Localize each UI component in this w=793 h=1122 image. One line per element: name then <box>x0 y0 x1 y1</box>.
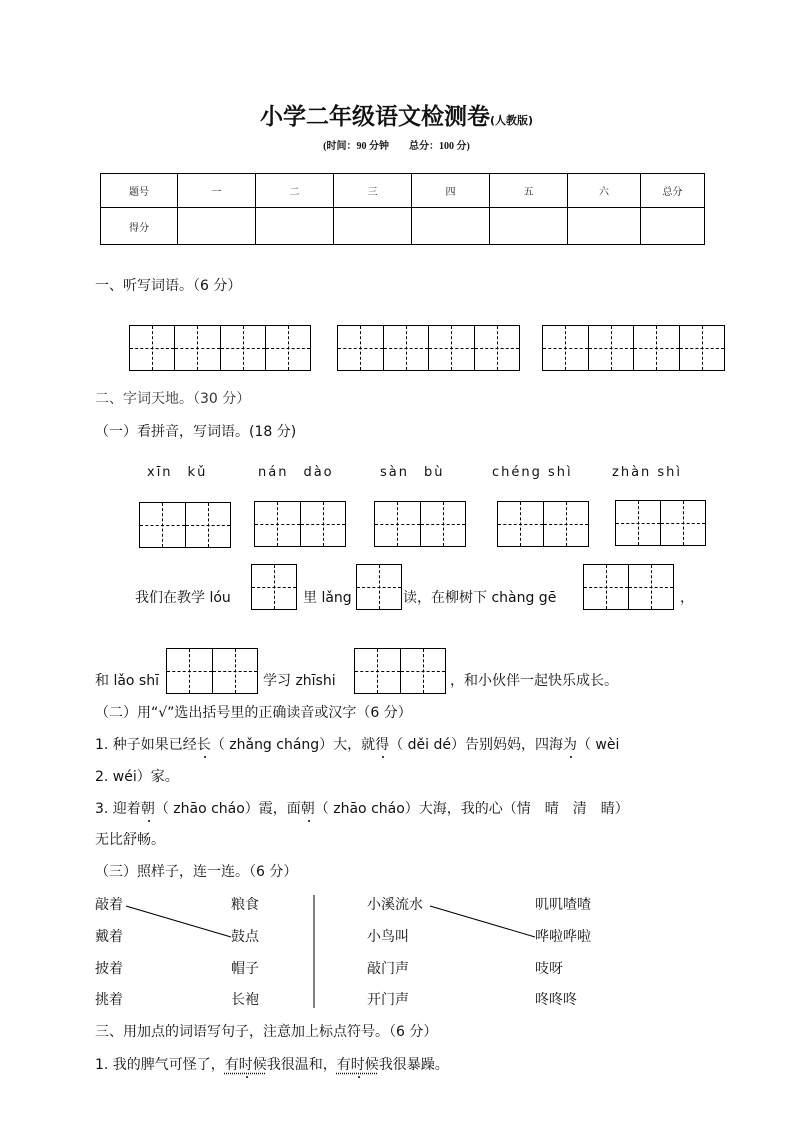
header-cell: 五 <box>490 174 568 208</box>
section-3-heading: 三、用加点的词语写句子，注意加上标点符号。（6 分） <box>95 1024 438 1040</box>
part-2-heading: （二）用“√”选出括号里的正确读音或汉字（6 分） <box>95 705 412 721</box>
question-3: 3. 迎着朝（ zhāo cháo）霞，面朝（ zhāo cháo）大海，我的心（情 晴 清 睛） <box>95 801 629 817</box>
sentence-text: 我们在教学 lóu <box>135 590 231 606</box>
sentence-text: 和 lǎo shī <box>95 673 159 689</box>
sentence-text: ，和小伙伴一起快乐成长。 <box>450 673 618 689</box>
match-item: 吱呀 <box>535 961 563 977</box>
match-item: 披着 <box>95 961 123 977</box>
match-item: 开门声 <box>367 992 409 1008</box>
match-item: 鼓点 <box>231 929 259 945</box>
match-item: 长袍 <box>231 992 259 1008</box>
sentence-text: 里 lǎng <box>303 590 352 606</box>
match-item: 挑着 <box>95 992 123 1008</box>
pinyin-label: nán dào <box>258 465 334 480</box>
header-cell: 一 <box>178 174 256 208</box>
exam-info: (时间：90 分钟 总分：100 分) <box>323 141 470 152</box>
match-item: 戴着 <box>95 929 123 945</box>
pinyin-label: chéng shì <box>492 465 573 480</box>
part-3-heading: （三）照样子，连一连。（6 分） <box>95 864 298 880</box>
match-item: 粮食 <box>231 897 259 913</box>
score-label: 得分 <box>101 208 178 245</box>
match-item: 敲门声 <box>367 961 409 977</box>
match-item: 叽叽喳喳 <box>535 897 591 913</box>
section-2-heading: 二、字词天地。（30 分） <box>95 391 251 407</box>
example-match-line <box>126 906 231 937</box>
match-item: 哗啦哗啦 <box>535 929 591 945</box>
question-1: 1. 种子如果已经长（ zhǎng cháng）大，就得（ děi dé）告别妈妈，四海为（ wèi <box>95 737 620 753</box>
section-3-question-1: 1. 我的脾气可怪了，有时候我很温和，有时候我很暴躁。 <box>95 1057 449 1073</box>
question-2: 2. wéi）家。 <box>95 769 179 785</box>
match-item: 敲着 <box>95 897 123 913</box>
match-item: 咚咚咚 <box>535 992 577 1008</box>
question-3-continued: 无比舒畅。 <box>95 832 165 848</box>
section-1-heading: 一、听写词语。（6 分） <box>95 278 242 294</box>
header-cell: 三 <box>334 174 412 208</box>
page-title: 小学二年级语文检测卷(人教版) <box>259 104 534 130</box>
header-cell: 六 <box>568 174 641 208</box>
header-cell: 题号 <box>101 174 178 208</box>
sentence-text: 读，在柳树下 chàng gē <box>403 590 557 606</box>
match-item: 小溪流水 <box>367 897 423 913</box>
sentence-text: 学习 zhīshi <box>263 673 336 689</box>
pinyin-label: xīn kǔ <box>147 465 208 480</box>
header-cell: 四 <box>412 174 490 208</box>
match-item: 帽子 <box>231 961 259 977</box>
example-match-line <box>430 906 535 937</box>
pinyin-label: zhàn shì <box>612 465 683 480</box>
header-cell: 二 <box>256 174 334 208</box>
match-item: 小鸟叫 <box>367 929 409 945</box>
sentence-text: ， <box>680 590 694 606</box>
pinyin-label: sàn bù <box>380 465 445 480</box>
header-cell: 总分 <box>641 174 705 208</box>
edition-label: (人教版) <box>489 114 534 127</box>
part-1-heading: （一）看拼音，写词语。(18 分) <box>95 424 297 440</box>
